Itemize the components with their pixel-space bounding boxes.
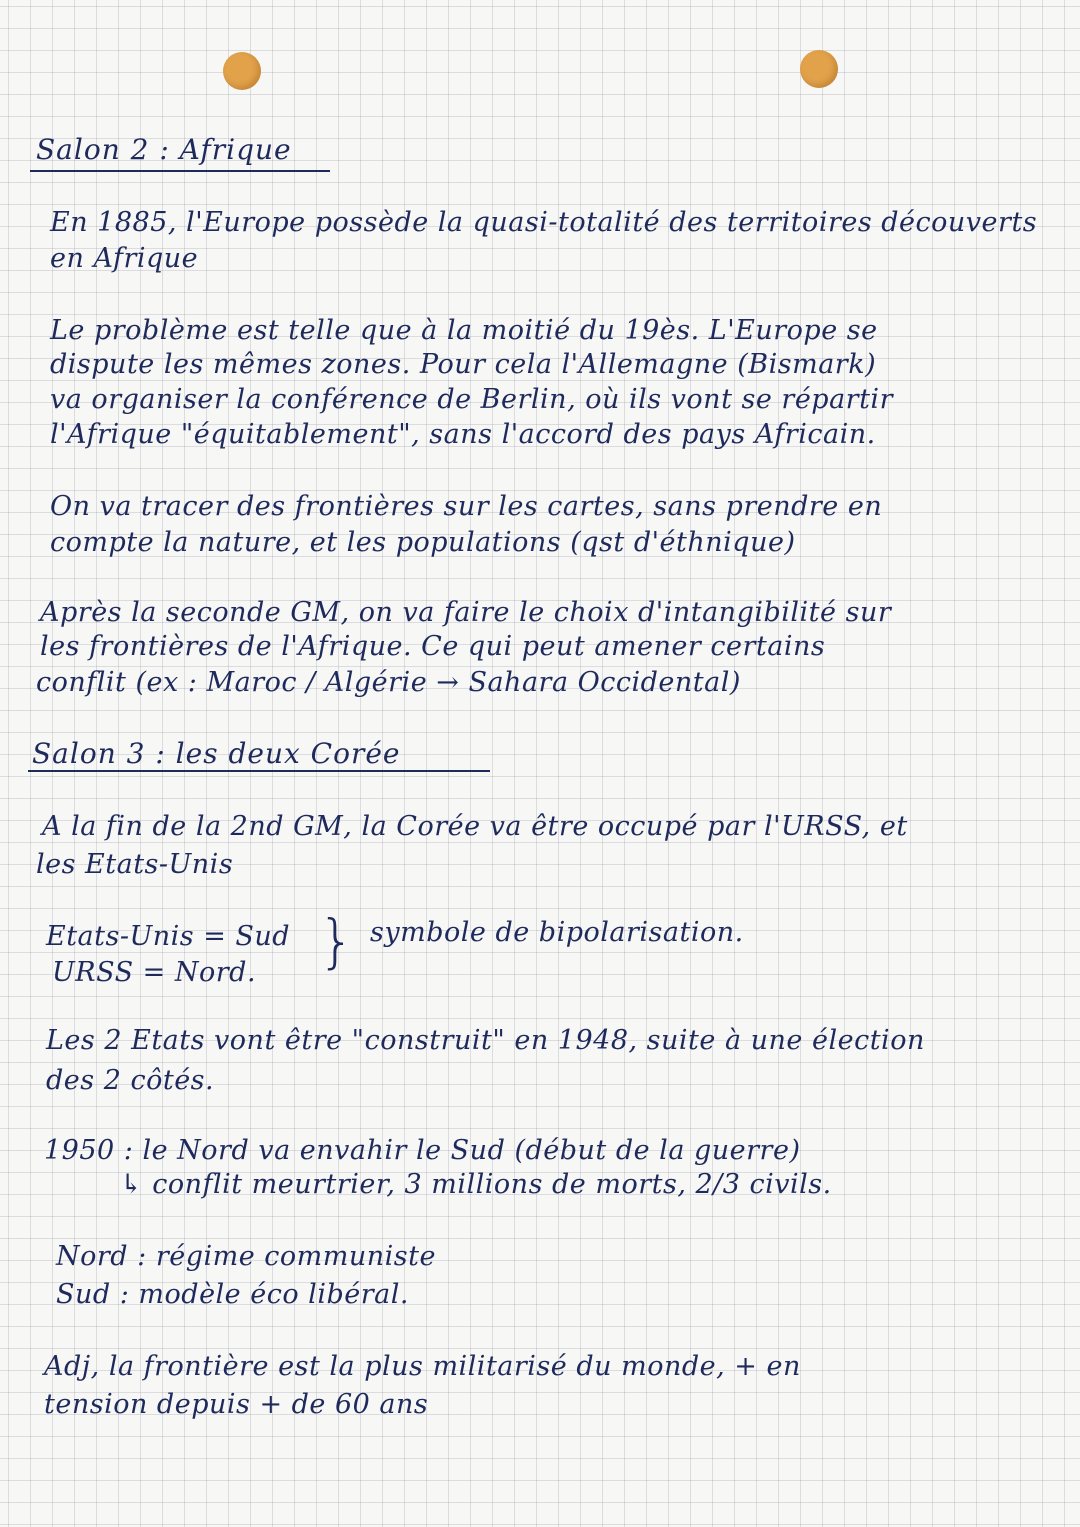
binder-hole-right	[800, 50, 838, 88]
section-2-title-underline	[30, 170, 330, 172]
section-3-paragraph-3-line-2: ↳ conflit meurtrier, 3 millions de morts, 2/3 civils.	[120, 1169, 832, 1200]
section-3-title-underline	[28, 770, 490, 772]
section-3-paragraph-2-line-1: Les 2 Etats vont être "construit" en 1948, suite à une élection	[46, 1025, 925, 1056]
section-2-paragraph-4-line-3: conflit (ex : Maroc / Algérie → Sahara Occidental)	[36, 667, 741, 698]
section-2-paragraph-3-line-2: compte la nature, et les populations (qst d'éthnique)	[50, 527, 796, 558]
section-2-paragraph-2-line-4: l'Afrique "équitablement", sans l'accord des pays Africain.	[50, 419, 876, 450]
section-3-paragraph-4-line-1: Nord : régime communiste	[56, 1241, 436, 1272]
section-3-paragraph-3-line-1: 1950 : le Nord va envahir le Sud (début de la guerre)	[44, 1135, 801, 1166]
curly-brace-icon: }	[318, 907, 355, 975]
brace-left-line-2: URSS = Nord.	[52, 957, 257, 988]
binder-hole-left	[223, 52, 261, 90]
section-2-paragraph-4-line-2: les frontières de l'Afrique. Ce qui peut amener certains	[40, 631, 826, 662]
section-3-paragraph-1-line-1: A la fin de la 2nd GM, la Corée va être occupé par l'URSS, et	[42, 811, 908, 842]
section-2-title: Salon 2 : Afrique	[36, 133, 292, 166]
section-3-paragraph-4-line-2: Sud : modèle éco libéral.	[56, 1279, 409, 1310]
section-3-paragraph-5-line-1: Adj, la frontière est la plus militarisé du monde, + en	[44, 1351, 801, 1382]
section-2-paragraph-1-line-1: En 1885, l'Europe possède la quasi-totalité des territoires découverts	[50, 207, 1038, 238]
section-2-paragraph-4-line-1: Après la seconde GM, on va faire le choix d'intangibilité sur	[40, 597, 892, 628]
section-2-paragraph-3-line-1: On va tracer des frontières sur les cartes, sans prendre en	[50, 491, 883, 522]
brace-left-line-1: Etats-Unis = Sud	[46, 921, 291, 952]
section-2-paragraph-2-line-2: dispute les mêmes zones. Pour cela l'Allemagne (Bismark)	[50, 349, 877, 380]
section-3-paragraph-2-line-2: des 2 côtés.	[46, 1065, 215, 1096]
section-3-paragraph-1-line-2: les Etats-Unis	[36, 849, 234, 880]
brace-right-text: symbole de bipolarisation.	[370, 917, 744, 948]
section-2-paragraph-2-line-3: va organiser la conférence de Berlin, où ils vont se répartir	[50, 384, 893, 415]
section-3-title: Salon 3 : les deux Corée	[32, 737, 401, 770]
section-2-paragraph-1-line-2: en Afrique	[50, 243, 199, 274]
section-2-paragraph-2-line-1: Le problème est telle que à la moitié du 19ès. L'Europe se	[50, 315, 878, 346]
section-3-paragraph-5-line-2: tension depuis + de 60 ans	[44, 1389, 429, 1420]
